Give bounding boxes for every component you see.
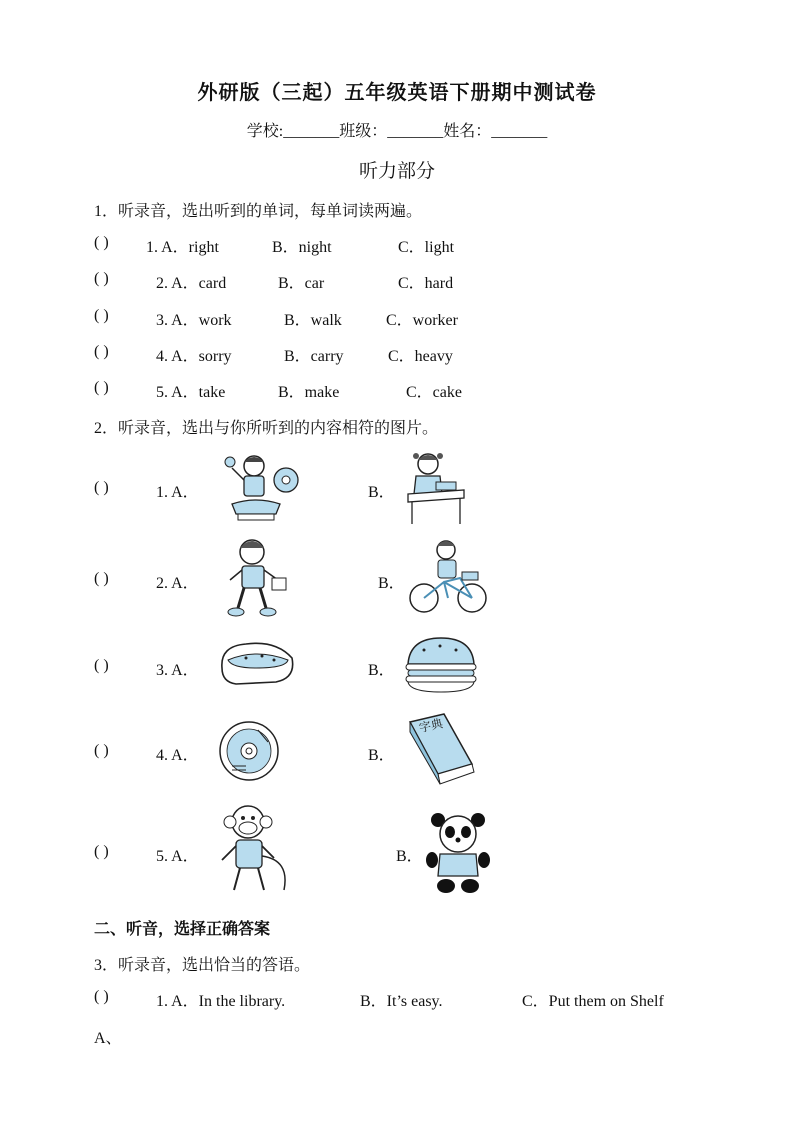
- part2-option-a-1: 1. A．: [156, 484, 199, 501]
- girl-reading-icon[interactable]: [398, 450, 468, 528]
- part3-trailing-option: A、: [94, 1030, 122, 1047]
- part2-bracket-1[interactable]: ( ): [94, 479, 109, 496]
- part1-bracket-1[interactable]: ( ): [94, 234, 109, 251]
- name-field[interactable]: 姓名：_______: [443, 123, 548, 140]
- part1-option-c-4: C．heavy: [388, 348, 453, 365]
- part1-option-b-1: B．night: [272, 239, 332, 256]
- part1-bracket-2[interactable]: ( ): [94, 270, 109, 287]
- part1-option-a-5: 5. A．take: [156, 384, 226, 401]
- part2-option-a-2: 2. A．: [156, 575, 199, 592]
- part2-option-b-2: B．: [378, 575, 405, 592]
- boy-baking-icon[interactable]: [218, 450, 300, 524]
- boy-walking-icon[interactable]: [222, 536, 290, 620]
- part2-bracket-5[interactable]: ( ): [94, 843, 109, 860]
- part2-bracket-2[interactable]: ( ): [94, 570, 109, 587]
- part1-option-b-3: B．walk: [284, 312, 342, 329]
- page-title: 外研版（三起）五年级英语下册期中测试卷: [197, 80, 597, 104]
- part3-option-b-1: B．It’s easy.: [360, 993, 443, 1010]
- part1-option-c-5: C．cake: [406, 384, 462, 401]
- monkey-icon[interactable]: [214, 800, 296, 898]
- part1-option-b-4: B．carry: [284, 348, 344, 365]
- part1-bracket-3[interactable]: ( ): [94, 307, 109, 324]
- part3-bracket-1[interactable]: ( ): [94, 988, 109, 1005]
- part1-option-c-3: C．worker: [386, 312, 458, 329]
- part1-option-a-4: 4. A．sorry: [156, 348, 232, 365]
- bread-icon[interactable]: [216, 638, 298, 688]
- dictionary-label: 字典: [417, 716, 445, 735]
- school-field[interactable]: 学校:_______: [246, 123, 340, 140]
- part1-bracket-4[interactable]: ( ): [94, 343, 109, 360]
- panda-icon[interactable]: [426, 810, 490, 894]
- girl-cycling-icon[interactable]: [408, 538, 488, 618]
- part1-instruction: 1．听录音，选出听到的单词，每单词读两遍。: [94, 203, 423, 220]
- part2-option-b-5: B．: [396, 848, 423, 865]
- part1-option-c-1: C．light: [398, 239, 455, 256]
- part1-option-a-3: 3. A．work: [156, 312, 232, 329]
- section-title: 听力部分: [358, 160, 435, 182]
- part2-bracket-4[interactable]: ( ): [94, 742, 109, 759]
- part1-option-c-2: C．hard: [398, 275, 454, 292]
- part1-bracket-5[interactable]: ( ): [94, 379, 109, 396]
- part2-bracket-3[interactable]: ( ): [94, 657, 109, 674]
- part2-option-b-3: B．: [368, 662, 395, 679]
- part1-option-a-2: 2. A．card: [156, 275, 227, 292]
- part3-option-a-1: 1. A．In the library.: [156, 993, 286, 1010]
- dictionary-icon[interactable]: [406, 712, 478, 790]
- part3-heading: 二、听音，选择正确答案: [94, 919, 271, 938]
- part2-option-a-5: 5. A．: [156, 848, 199, 865]
- part2-instruction: 2．听录音，选出与你所听到的内容相符的图片。: [94, 420, 439, 437]
- part1-option-a-1: 1. A．right: [146, 239, 219, 256]
- student-info-line: [0, 118, 794, 141]
- part2-option-b-1: B．: [368, 484, 395, 501]
- class-field[interactable]: 班级：_______: [339, 123, 444, 140]
- cd-icon[interactable]: [218, 720, 280, 782]
- part1-option-b-2: B．car: [278, 275, 325, 292]
- part3-option-c-1: C．Put them on Shelf: [522, 993, 664, 1010]
- part2-option-a-4: 4. A．: [156, 747, 199, 764]
- part2-option-a-3: 3. A．: [156, 662, 199, 679]
- part3-instruction: 3．听录音，选出恰当的答语。: [94, 957, 311, 974]
- part2-option-b-4: B．: [368, 747, 395, 764]
- hamburger-icon[interactable]: [402, 636, 480, 694]
- part1-option-b-5: B．make: [278, 384, 340, 401]
